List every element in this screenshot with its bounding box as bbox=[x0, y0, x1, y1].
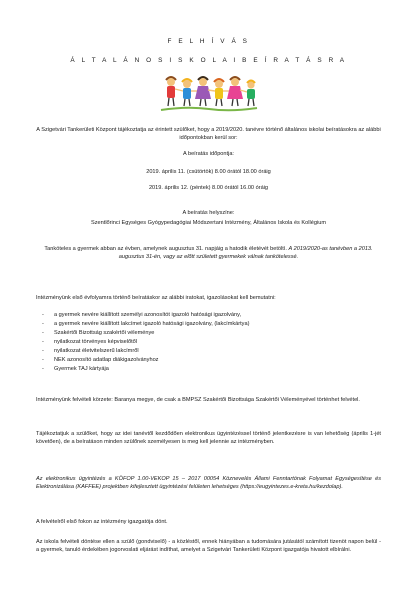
list-item: - NEK azonosító adatlap diákigazolványhoz bbox=[36, 356, 381, 365]
children-drawing-logo bbox=[157, 72, 261, 114]
appeal-paragraph: Az iskola felvételi döntése ellen a szülő (gondviselő) - a közléstől, ennek hiányában a tudomására jutásától számított tizenöt napon belül - a gyermek, tanuló érdekében jogorvoslati eljárást indíthat, amelyet a Szigetvári Tankerületi Központ igazgatója hivatott elbírálni. bbox=[36, 539, 381, 554]
list-item: - Gyermek TAJ kártyája bbox=[36, 365, 381, 374]
school-age-italic: A 2019/2020-as tanévben a 2013. augusztus 31-én, vagy az előtt született gyermekek válnak tankötelessé. bbox=[118, 246, 373, 261]
list-item: - a gyermek nevére kiállított lakcímet igazoló hatósági igazolvány, (lakcímkártya) bbox=[36, 320, 381, 329]
school-age-paragraph bbox=[36, 245, 381, 261]
documents-intro: Intézményünk első évfolyamra történő beíratáskor az alábbi iratokat, igazolásokat kell bemutatni: bbox=[36, 295, 276, 301]
document-title: F E L H Í V Á S bbox=[167, 38, 250, 45]
district-paragraph: Intézményünk felvételi körzete: Baranya megye, de csak a BMPSZ Szakértői Bizottsága Szakértői Véleményével történhet felvétel. bbox=[36, 397, 360, 403]
decision-paragraph: A felvételről első fokon az intézmény igazgatója dönt. bbox=[36, 519, 168, 525]
date-second: 2019. április 12. (péntek) 8.00 órától 16.00 óráig bbox=[148, 185, 269, 191]
list-item: - Szakértői Bizottság szakértői véleménye bbox=[36, 329, 381, 338]
list-item: - nyilatkozat törvényes képviselőtől bbox=[36, 338, 381, 347]
dates-heading: A beíratás időpontja: bbox=[182, 151, 234, 157]
document-subtitle: Á L T A L Á N O S I S K O L A I B E Í R A T Á S R A bbox=[70, 57, 347, 64]
list-item: - nyilatkozat életvitelszerű lakcímről bbox=[36, 347, 381, 356]
school-age-text: Tanköteles a gyermek abban az évben, amelynek augusztus 31. napjáig a hatodik életévét betöltì. bbox=[44, 246, 287, 252]
electronic-paragraph: Tájékoztatjuk a szülőket, hogy az idei tanévtől kezdődően elektronikus ügyintézéssel történő jelentkezésre is van lehetőség (április 1-jét követően), de a beíratáson minden szülőnek személyesen is meg kell jelennie az intézményben. bbox=[36, 431, 381, 446]
location-place: Szentlőrinci Egységes Gyógypedagógiai Módszertani Intézmény, Általános Iskola és Kollégium bbox=[91, 220, 326, 226]
date-first: 2019. április 11. (csütörtök) 8.00 órától 18.00 óráig bbox=[146, 169, 271, 175]
intro-paragraph: A Szigetvári Tankerületi Központ tájékoztatja az érintett szülőket, hogy a 2019/2020. tanévre történő általános iskolai beíratásokra az alábbi időpontokban kerül sor: bbox=[36, 127, 381, 142]
kofop-paragraph: Az elektronikus ügyintézés a KÖFOP 1.00-VEKOP 15 – 2017 00054 Köznevelés Állami Fenntartónak Folyamat Egységesítése és Elektronizálása (KAFFEE) projektben kifejlesztett ügyintézési felületen lehetséges (https://eugyintezes.e-kreta.hu/kezdolap). bbox=[36, 476, 381, 491]
documents-list bbox=[36, 311, 381, 374]
list-item: - a gyermek nevére kiállított személyi azonosítót igazoló hatósági igazolvány, bbox=[36, 311, 381, 320]
location-heading: A beíratás helyszíne: bbox=[182, 210, 235, 216]
